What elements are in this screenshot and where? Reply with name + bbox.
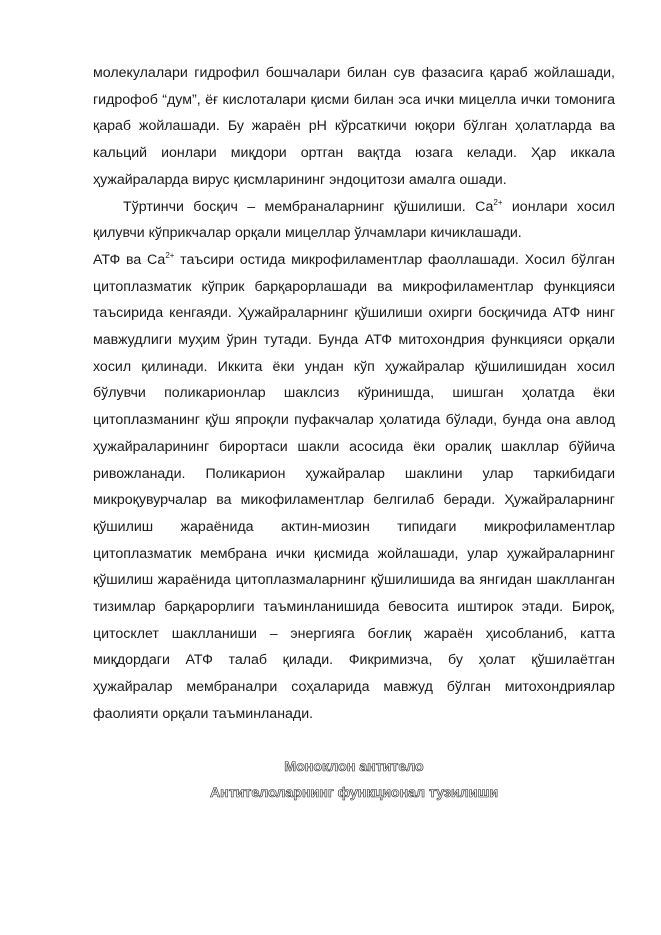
paragraph-3-text-end: таъсири остида микрофиламентлар фаоллашади. Хосил бўлган цитоплазматик кўприк барқарорлашади ва микрофиламентлар функцияси таъсирида кенгаяди. Ҳужайраларнинг қўшилиши охирги босқичида АТФ нинг мавжудлиги муҳим ўрин тутади. Бунда АТФ митохондрия функцияси орқали хосил қилинади. Иккита ёки ундан кўп ҳужайралар қўшилишидан хосил бўлувчи поликарионлар шаклсиз кўринишда, шишган ҳолатда ёки цитоплазманинг қўш япроқли пуфакчалар ҳолатида бўлади, бунда она авлод ҳужайраларининг бирортаси шакли асосида ёки оралиқ шакллар бўйича ривожланади. Поликарион ҳужайралар шаклини улар таркибидаги микроқувурчалар ва микофиламентлар белгилаб беради. Ҳужайраларнинг қўшилиш жараёнида актин-миозин типидаги микрофиламентлар цитоплазматик мембрана ички қисмида жойлашади, улар ҳужайраларнинг қўшилиш жараёнида цитоплазмаларнинг қўшилишида ва янгидан шаклланган тизимлар барқарорлиги таъминланишида бевосита иштирок этади. Бироқ, цитосклет шаклланиши – энергияга боғлиқ жараён ҳисобланиб, катта миқдордаги АТФ талаб қилади. Фикримизча, бу ҳолат қўшилаётган ҳужайралар мембраналри соҳаларида мавжуд бўлган митохондриялар фаолияти орқали таъминланади. xyxy=(93,251,615,722)
paragraph-3 xyxy=(93,247,615,728)
superscript-charge: 2+ xyxy=(165,250,175,260)
paragraph-2-text-start: Тўртинчи босқич – мембраналарнинг қўшилиши. Са xyxy=(123,198,494,215)
document-page xyxy=(93,60,615,807)
paragraph-2-text-end: ионлари хосил қилувчи кўприкчалар орқали мицеллар ўлчамлари кичиклашади. xyxy=(93,198,616,242)
paragraph-2 xyxy=(93,194,615,247)
paragraph-1: молекулалари гидрофил бошчалари билан сув фазасига қараб жойлашади, гидрофоб “дум”, ёғ кислоталари қисми билан эса ички мицелла ички томонига қараб жойлашади. Бу жараён рН кўрсаткичи юқори бўлган ҳолатларда ва кальций ионлари миқдори ортган вақтда юзага келади. Ҳар иккала ҳужайраларда вирус қисмларининг эндоцитози амалга ошади. xyxy=(93,65,615,188)
paragraph-3-text-start: АТФ ва Са xyxy=(93,251,166,268)
superscript-charge: 2+ xyxy=(493,197,503,207)
section-headings xyxy=(93,754,615,807)
section-title: Моноклон антитело xyxy=(284,758,424,775)
section-subtitle: Антителоларнинг функционал тузилиши xyxy=(209,785,499,802)
